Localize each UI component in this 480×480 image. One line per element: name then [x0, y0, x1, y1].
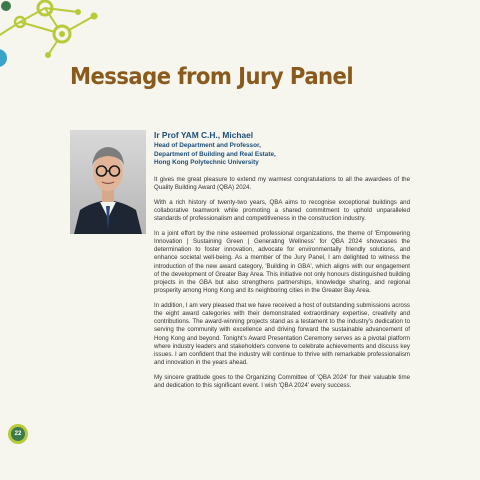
portrait-photo: [70, 130, 146, 234]
page-number: 22: [11, 427, 25, 441]
page-title: Message from Jury Panel: [70, 64, 354, 90]
message-paragraph: In a joint effort by the nine esteemed professional organizations, the theme of 'Empowering Innovation | Sustaining Green | Generating Wellness' for QBA 2024 showcases the determination to foster innovation, advocate for environmentally friendly solutions, and enhance societal well-being. As a member of the Jury Panel, I am delighted to witness the introduction of the new award category, 'Building in GBA', which aligns with our engagement of the development of Greater Bay Area. This initiative not only honours distinguished building projects in the GBA but also strengthens partnerships, knowledge sharing, and regional prosperity among Hong Kong and its neighboring cities in the Greater Bay Area.: [154, 229, 410, 295]
page-number-badge: [8, 424, 28, 444]
jury-member-title-line: Department of Building and Real Estate,: [154, 150, 276, 158]
message-paragraph: It gives me great pleasure to extend my warmest congratulations to all the awardees of the Quality Building Award (QBA) 2024.: [154, 176, 410, 192]
jury-member-title-line: Head of Department and Professor,: [154, 142, 261, 149]
jury-member-title-line: Hong Kong Polytechnic University: [154, 159, 259, 167]
message-body: [154, 176, 410, 397]
jury-member-info: [154, 130, 414, 168]
message-paragraph: My sincere gratitude goes to the Organizing Committee of 'QBA 2024' for their valuable time and dedication to this significant event. I wish 'QBA 2024' every success.: [154, 373, 410, 390]
jury-member-title: [154, 142, 414, 168]
message-paragraph: With a rich history of twenty-two years, QBA aims to recognise exceptional buildings and collaborative teamwork while promoting a shared commitment to uphold unparalleled standards of professionalism and competitiveness in the construction industry.: [154, 198, 410, 223]
message-paragraph: In addition, I am very pleased that we have received a host of outstanding submissions across the eight award categories with their demonstrated extraordinary expertise, creativity and contributions. The award-winning projects stand as a testament to the industry's dedication to serving the community with excellence and driving forward the sustainable advancement of Hong Kong and beyond. Tonight's Award Presentation Ceremony serves as a pivotal platform where industry leaders and stakeholders convene to celebrate achievements and discuss key issues. I am confident that the industry will continue to thrive with remarkable professionalism and innovation in the years ahead.: [154, 301, 410, 367]
jury-member-name: Ir Prof YAM C.H., Michael: [154, 130, 254, 140]
